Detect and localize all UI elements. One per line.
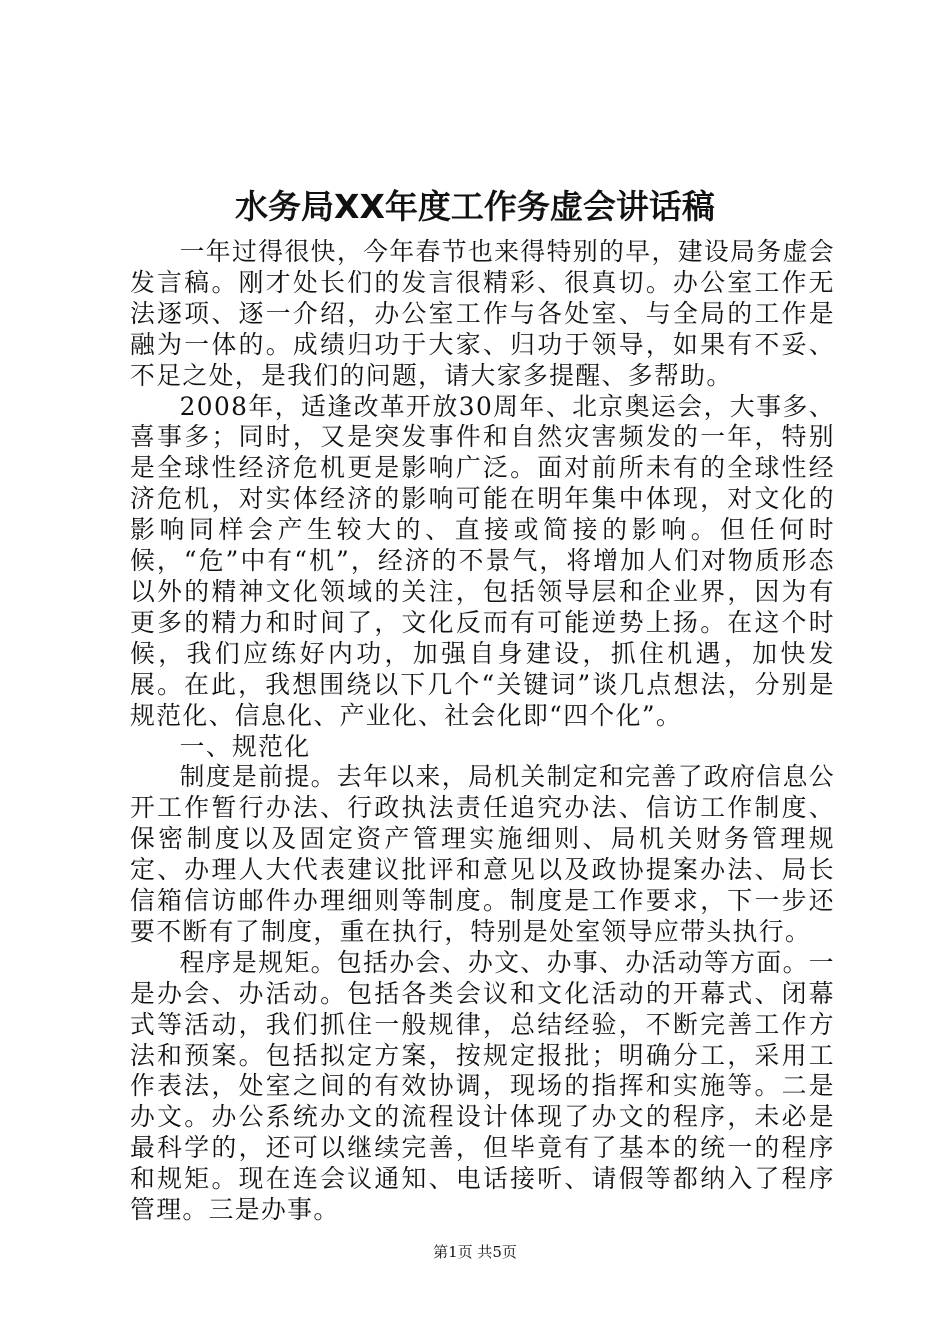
paragraph-2008: 2008年，适逢改革开放30周年、北京奥运会，大事多、喜事多；同时，又是突发事件和自然灾害频发的一年，特别是全球性经济危机更是影响广泛。面对前所未有的全球性经济危机，对实体经济的影响可能在明年集中体现，对文化的影响同样会产生较大的、直接或简接的影响。但任何时候，“危”中有“机”，经济的不景气，将增加人们对物质形态以外的精神文化领域的关注，包括领导层和企业界，因为有更多的精力和时间了，文化反而有可能逆势上扬。在这个时候，我们应练好内功，加强自身建设，抓住机遇，加快发展。在此，我想围绕以下几个“关键词”谈几点想法，分别是规范化、信息化、产业化、社会化即“四个化”。 [130,391,835,730]
page-number-footer: 第1页 共5页 [433,1243,517,1261]
paragraph-intro: 一年过得很快，今年春节也来得特别的早，建设局务虚会发言稿。刚才处长们的发言很精彩、很真切。办公室工作无法逐项、逐一介绍，办公室工作与各处室、与全局的工作是融为一体的。成绩归功于大家、归功于领导，如果有不妥、不足之处，是我们的问题，请大家多提醒、多帮助。 [130,237,835,390]
document-body [130,237,835,1226]
document-title: 水务局XX年度工作务虚会讲话稿 [235,187,715,226]
paragraph-system: 制度是前提。去年以来，局机关制定和完善了政府信息公开工作暂行办法、行政执法责任追究办法、信访工作制度、保密制度以及固定资产管理实施细则、局机关财务管理规定、办理人大代表建议批评和意见以及政协提案办法、局长信箱信访邮件办理细则等制度。制度是工作要求，下一步还要不断有了制度，重在执行，特别是处室领导应带头执行。 [130,762,835,946]
section-heading-standardization: 一、规范化 [179,731,311,761]
paragraph-procedure: 程序是规矩。包括办会、办文、办事、办活动等方面。一是办会、办活动。包括各类会议和文化活动的开幕式、闭幕式等活动，我们抓住一般规律，总结经验，不断完善工作方法和预案。包括拟定方案，按规定报批；明确分工，采用工作表法，处室之间的有效协调，现场的指挥和实施等。二是办文。办公系统办文的流程设计体现了办文的程序，未必是最科学的，还可以继续完善，但毕竟有了基本的统一的程序和规矩。现在连会议通知、电话接听、请假等都纳入了程序管理。三是办事。 [130,947,835,1225]
